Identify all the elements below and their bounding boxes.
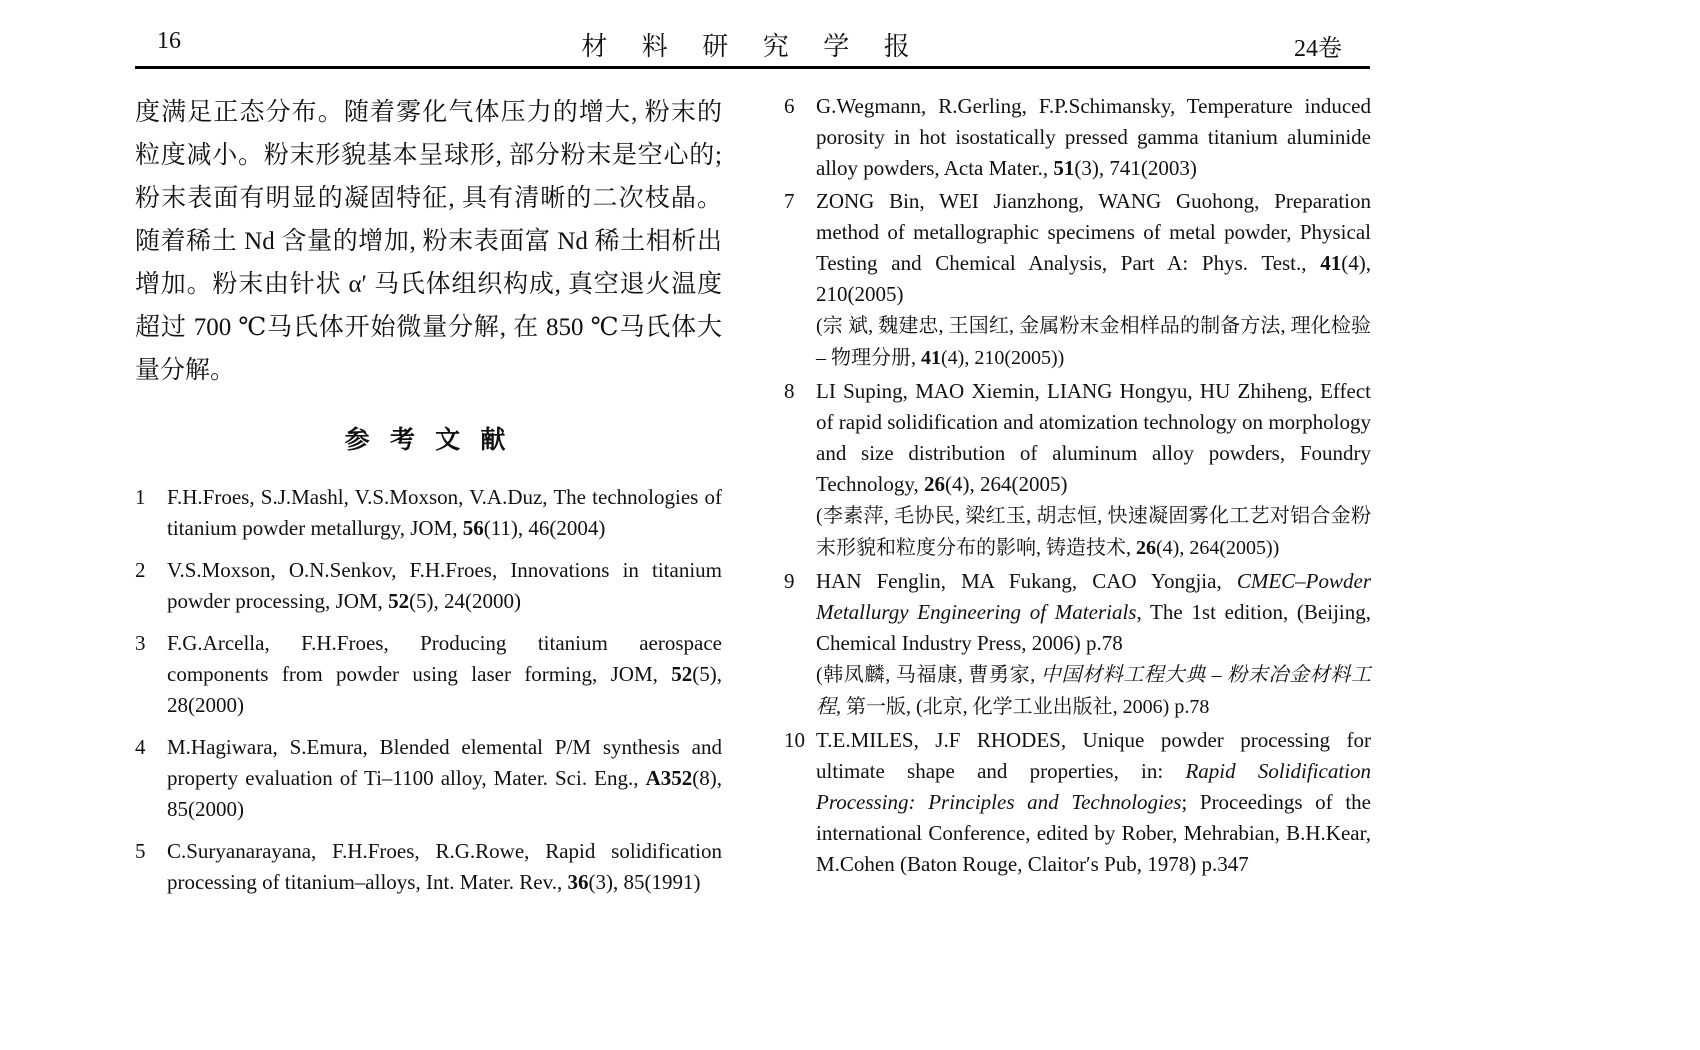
reference-number: 2 <box>135 558 146 582</box>
reference-item <box>135 628 722 721</box>
two-column-layout <box>135 69 1370 909</box>
reference-item <box>784 186 1371 374</box>
reference-number: 6 <box>784 94 795 118</box>
reference-text: HAN Fenglin, MA Fukang, CAO Yongjia, CMEC–Powder Metallurgy Engineering of Materials, The 1st edition, (Beijing, Chemical Industry Press, 2006) p.78 (韩凤麟, 马福康, 曹勇家, 中国材料工程大典 – 粉末冶金材料工程, 第一版, (北京, 化学工业出版社, 2006) p.78 <box>816 569 1372 718</box>
reference-item <box>135 836 722 898</box>
page-header <box>135 26 1370 62</box>
volume-label: 24卷 <box>1294 36 1342 62</box>
reference-text: G.Wegmann, R.Gerling, F.P.Schimansky, Temperature induced porosity in hot isostatically pressed gamma titanium aluminide alloy powders, Acta Mater., 51(3), 741(2003) <box>816 94 1371 180</box>
reference-number: 1 <box>135 485 146 509</box>
left-column <box>135 91 722 909</box>
reference-text: T.E.MILES, J.F RHODES, Unique powder processing for ultimate shape and properties, in: Rapid Solidification Processing: Principles and Technologies; Proceedings of the international Conference, edited by Rober, Mehrabian, B.H.Kear, M.Cohen (Baton Rouge, Claitor′s Pub, 1978) p.347 <box>816 728 1371 876</box>
reference-item <box>784 566 1371 723</box>
reference-number: 4 <box>135 735 146 759</box>
reference-text: ZONG Bin, WEI Jianzhong, WANG Guohong, Preparation method of metallographic specimens of metal powder, Physical Testing and Chemical Analysis, Part A: Phys. Test., 41(4), 210(2005) (宗 斌, 魏建忠, 王国红, 金属粉末金相样品的制备方法, 理化检验 – 物理分册, 41(4), 210(2005)) <box>816 189 1371 369</box>
references-heading: 参 考 文 献 <box>344 427 513 454</box>
reference-item <box>135 732 722 825</box>
reference-item <box>135 555 722 617</box>
reference-text: LI Suping, MAO Xiemin, LIANG Hongyu, HU Zhiheng, Effect of rapid solidification and atomization technology on morphology and size distribution of aluminum alloy powders, Foundry Technology, 26(4), 264(2005) (李素萍, 毛协民, 梁红玉, 胡志恒, 快速凝固雾化工艺对铝合金粉末形貌和粒度分布的影响, 铸造技术, 26(4), 264(2005)) <box>816 379 1371 559</box>
reference-item <box>784 725 1371 880</box>
reference-item <box>135 482 722 544</box>
reference-number: 3 <box>135 631 146 655</box>
reference-text: F.G.Arcella, F.H.Froes, Producing titanium aerospace components from powder using laser forming, JOM, 52(5), 28(2000) <box>167 631 722 717</box>
reference-number: 5 <box>135 839 146 863</box>
reference-text: V.S.Moxson, O.N.Senkov, F.H.Froes, Innovations in titanium powder processing, JOM, 52(5), 24(2000) <box>167 558 722 613</box>
reference-text: F.H.Froes, S.J.Mashl, V.S.Moxson, V.A.Duz, The technologies of titanium powder metallurgy, JOM, 56(11), 46(2004) <box>167 485 722 540</box>
reference-text: C.Suryanarayana, F.H.Froes, R.G.Rowe, Rapid solidification processing of titanium–alloys, Int. Mater. Rev., 36(3), 85(1991) <box>167 839 722 894</box>
reference-number: 9 <box>784 569 795 593</box>
reference-item <box>784 376 1371 564</box>
reference-number: 8 <box>784 379 795 403</box>
right-column <box>784 91 1371 909</box>
reference-text: M.Hagiwara, S.Emura, Blended elemental P/M synthesis and property evaluation of Ti–1100 alloy, Mater. Sci. Eng., A352(8), 85(2000) <box>167 735 722 821</box>
page-number: 16 <box>157 28 181 54</box>
reference-item <box>784 91 1371 184</box>
reference-number: 7 <box>784 189 795 213</box>
reference-number: 10 <box>784 728 805 752</box>
journal-title: 材 料 研 究 学 报 <box>581 32 924 61</box>
abstract-paragraph: 度满足正态分布。随着雾化气体压力的增大, 粉末的粒度减小。粉末形貌基本呈球形, 部分粉末是空心的; 粉末表面有明显的凝固特征, 具有清晰的二次枝晶。随着稀土 Nd 含量的增加, 粉末表面富 Nd 稀土相析出增加。粉末由针状 α′ 马氏体组织构成, 真空退火温度超过 700 ℃马氏体开始微量分解, 在 850 ℃马氏体大量分解。 <box>135 99 722 384</box>
